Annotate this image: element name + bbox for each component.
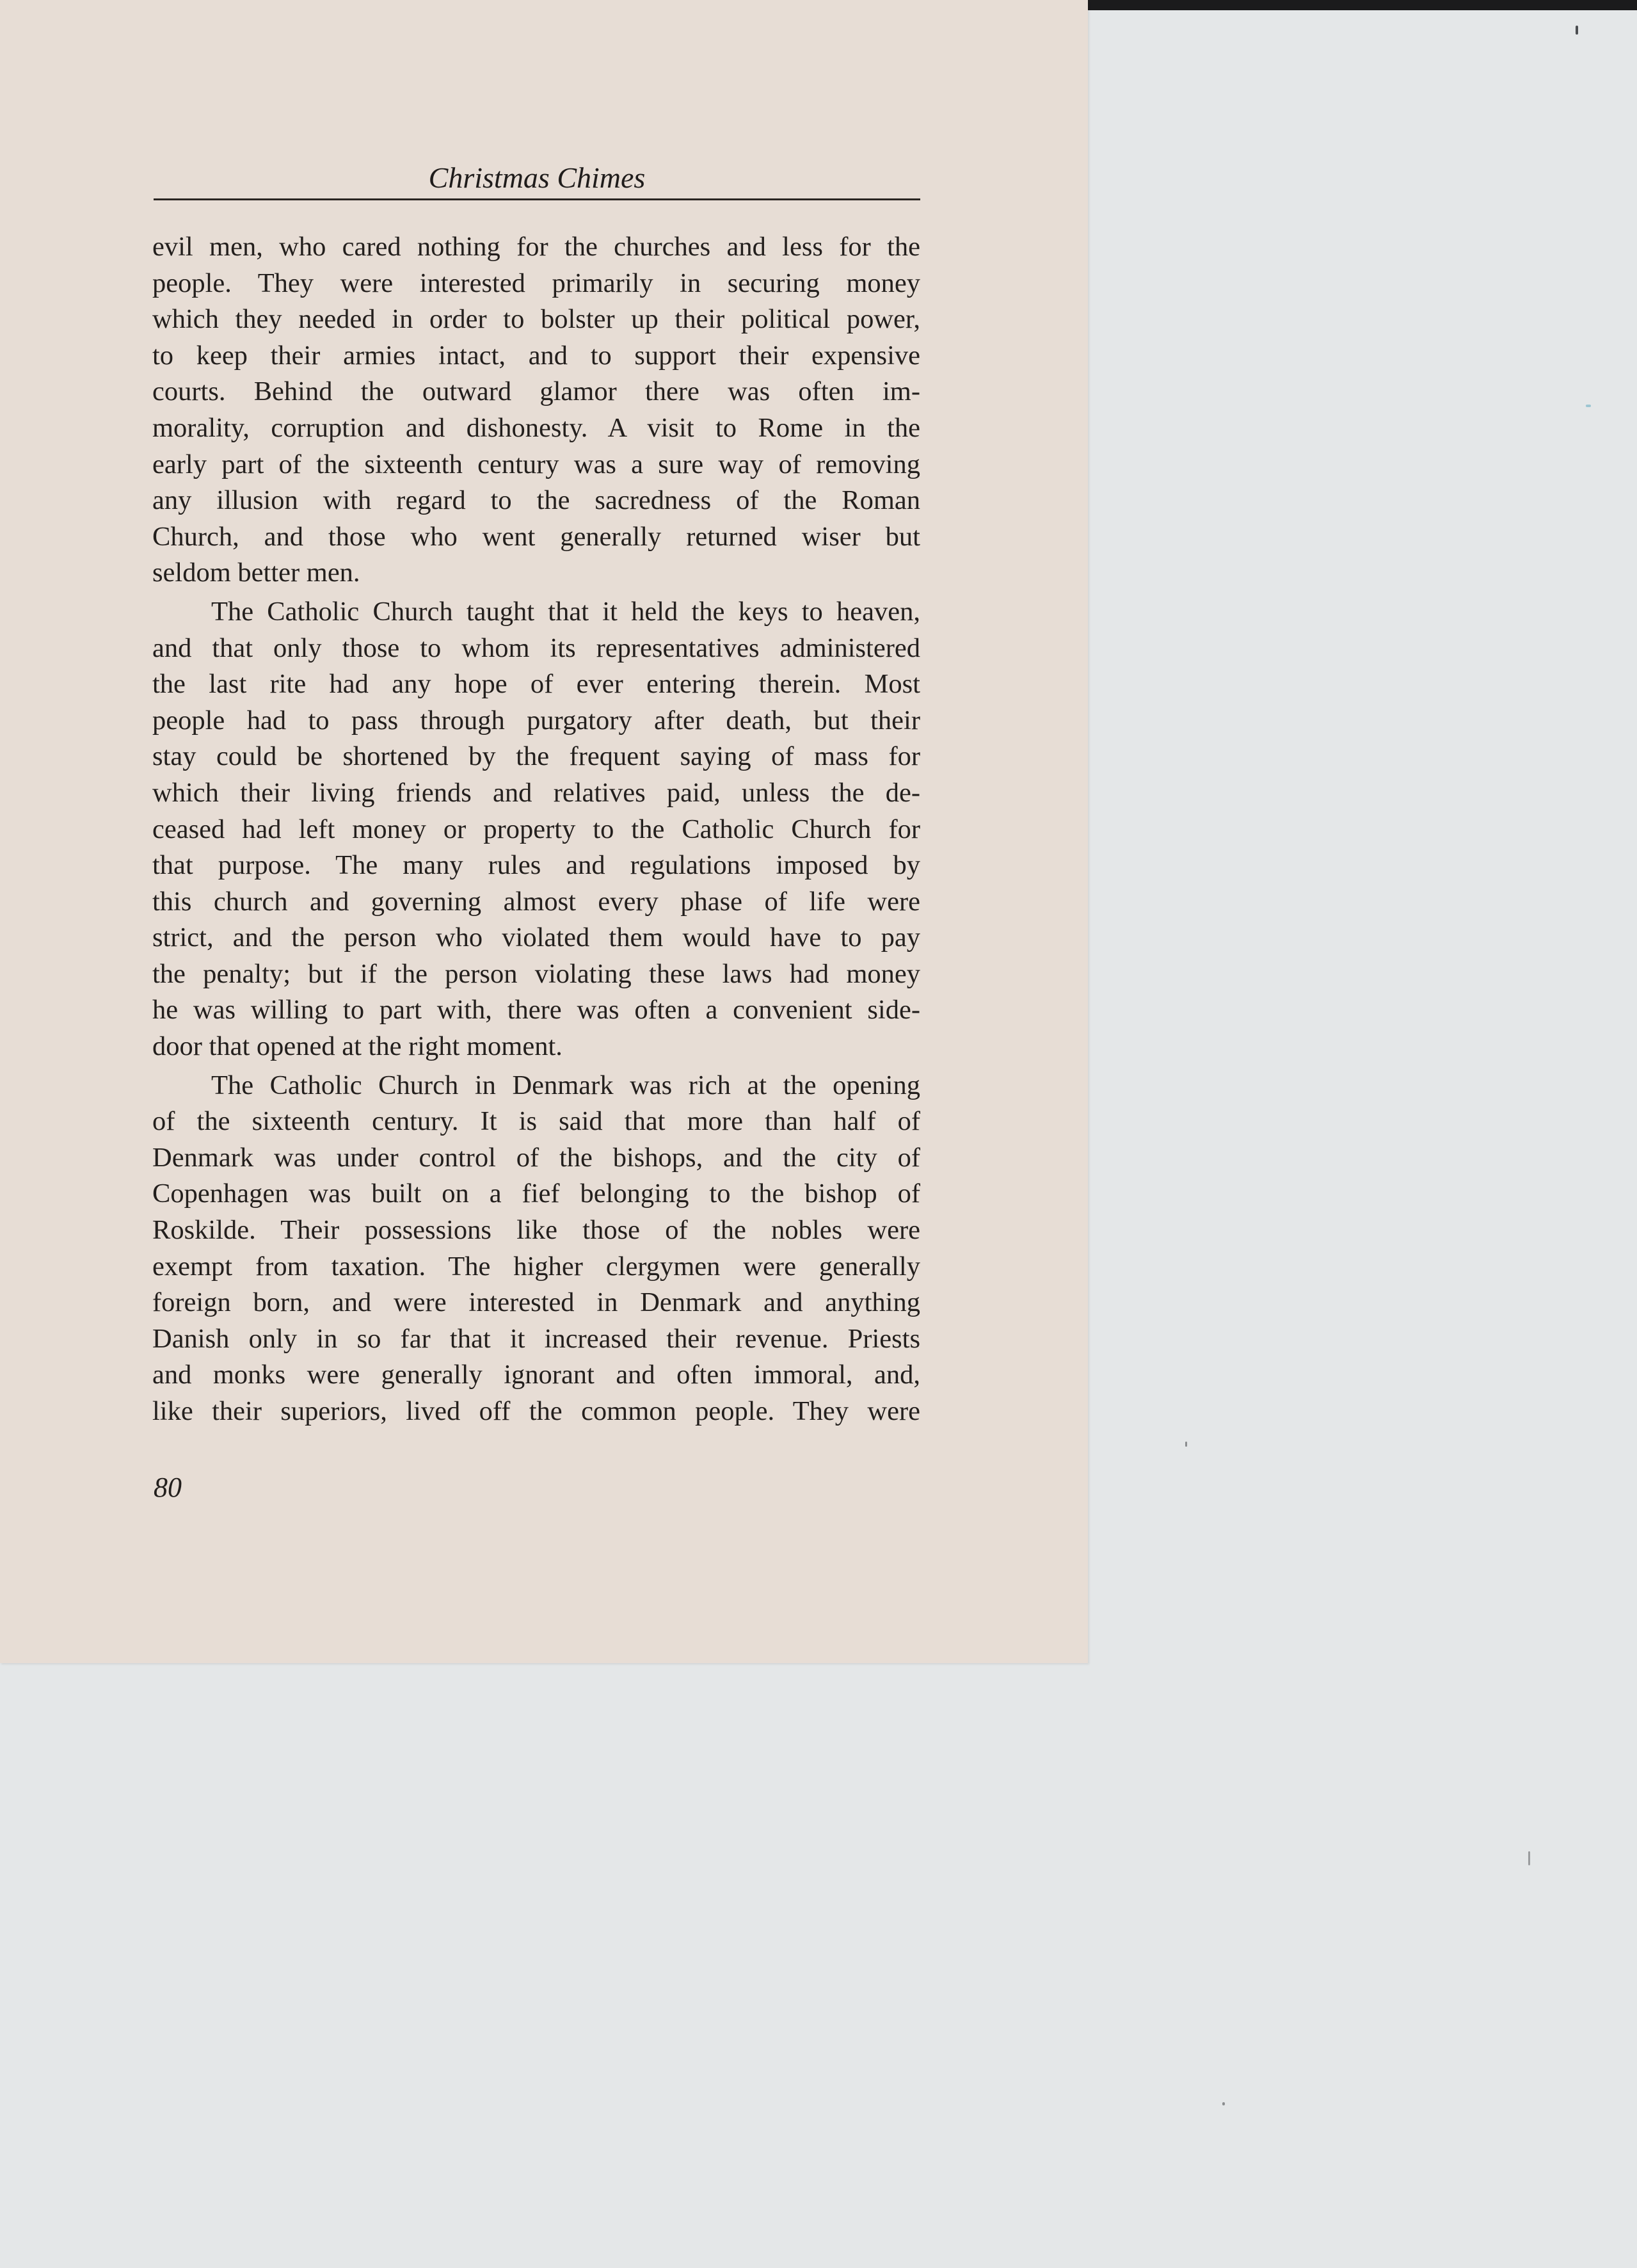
text-line: this church and governing almost every phase of life were — [152, 886, 920, 917]
header-rule — [154, 198, 920, 200]
text-line: Denmark was under control of the bishops, and the city of — [152, 1142, 920, 1173]
page-number: 80 — [154, 1472, 182, 1503]
text-line: to keep their armies intact, and to support their expensive — [152, 340, 920, 371]
text-line: he was willing to part with, there was often a convenient side- — [152, 995, 920, 1025]
text-line: and monks were generally ignorant and often immoral, and, — [152, 1360, 920, 1390]
text-line: of the sixteenth century. It is said that more than half of — [152, 1106, 920, 1137]
text-line: Danish only in so far that it increased their revenue. Priests — [152, 1323, 920, 1354]
text-line: which their living friends and relatives paid, unless the de- — [152, 777, 920, 808]
text-line: courts. Behind the outward glamor there was often im- — [152, 376, 920, 407]
text-line: Roskilde. Their possessions like those of the nobles were — [152, 1215, 920, 1246]
body-text — [152, 229, 920, 1430]
text-line: and that only those to whom its representatives administered — [152, 632, 920, 663]
text-line: seldom better men. — [152, 558, 360, 588]
text-line: door that opened at the right moment. — [152, 1031, 563, 1062]
text-line: ceased had left money or property to the Catholic Church for — [152, 814, 920, 844]
scanner-speck — [1185, 1442, 1187, 1447]
text-line: foreign born, and were interested in Denmark and anything — [152, 1287, 920, 1318]
text-line: early part of the sixteenth century was a sure way of removing — [152, 449, 920, 479]
scanner-speck — [1222, 2102, 1225, 2105]
text-line: that purpose. The many rules and regulations imposed by — [152, 850, 920, 881]
scanner-speck — [1576, 26, 1578, 35]
text-line: evil men, who cared nothing for the churches and less for the — [152, 232, 920, 262]
text-line: stay could be shortened by the frequent saying of mass for — [152, 741, 920, 772]
text-line: The Catholic Church taught that it held the keys to heaven, — [211, 596, 920, 627]
book-page — [0, 0, 1088, 1663]
text-line: people had to pass through purgatory after death, but their — [152, 705, 920, 736]
scanner-speck — [1528, 1851, 1530, 1865]
text-line: the last rite had any hope of ever entering therein. Most — [152, 669, 920, 700]
text-line: Church, and those who went generally returned wiser but — [152, 521, 920, 552]
text-line: like their superiors, lived off the common people. They were — [152, 1396, 920, 1426]
text-line: any illusion with regard to the sacredness of the Roman — [152, 485, 920, 516]
text-line: strict, and the person who violated them would have to pay — [152, 922, 920, 953]
text-line: exempt from taxation. The higher clergymen were generally — [152, 1251, 920, 1282]
text-line: Copenhagen was built on a fief belonging to the bishop of — [152, 1178, 920, 1209]
text-line: The Catholic Church in Denmark was rich at the opening — [211, 1070, 920, 1100]
scanner-speck — [1586, 405, 1591, 407]
text-line: which they needed in order to bolster up their political power, — [152, 304, 920, 335]
running-head: Christmas Chimes — [428, 161, 646, 194]
text-line: morality, corruption and dishonesty. A visit to Rome in the — [152, 412, 920, 443]
text-line: people. They were interested primarily in securing money — [152, 268, 920, 298]
text-line: the penalty; but if the person violating these laws had money — [152, 958, 920, 989]
scanner-edge-strip — [1082, 0, 1637, 10]
